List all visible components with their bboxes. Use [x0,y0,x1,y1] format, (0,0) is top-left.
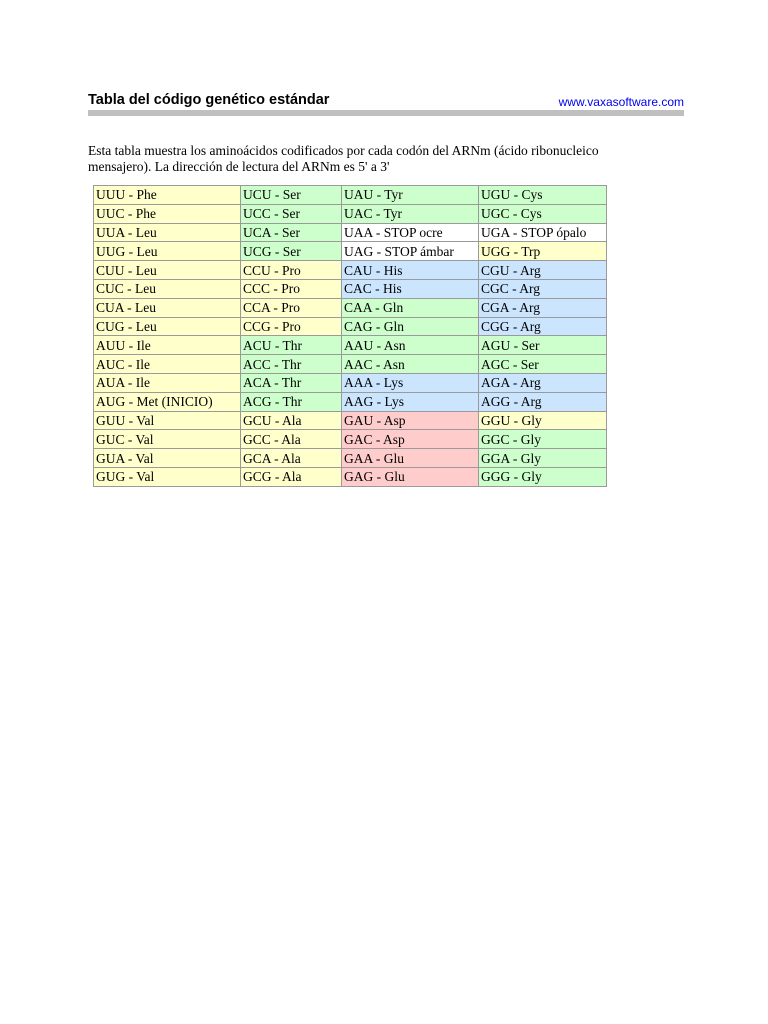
codon-cell: AUG - Met (INICIO) [94,392,241,411]
codon-cell: UAC - Tyr [342,204,479,223]
codon-cell: GAA - Glu [342,449,479,468]
codon-cell: GCC - Ala [241,430,342,449]
table-row [94,298,607,317]
codon-cell: CAA - Gln [342,298,479,317]
codon-cell: UCC - Ser [241,204,342,223]
codon-cell: CCG - Pro [241,317,342,336]
codon-cell: GCG - Ala [241,467,342,486]
codon-cell: CCA - Pro [241,298,342,317]
codon-cell: UAU - Tyr [342,186,479,205]
codon-cell: GGC - Gly [479,430,607,449]
codon-cell: CGG - Arg [479,317,607,336]
codon-cell: GGA - Gly [479,449,607,468]
page-title: Tabla del código genético estándar [88,92,330,108]
codon-cell: GCA - Ala [241,449,342,468]
codon-cell: CCC - Pro [241,279,342,298]
codon-cell: AAA - Lys [342,373,479,392]
codon-cell: UAG - STOP ámbar [342,242,479,261]
table-row [94,336,607,355]
codon-cell: GUG - Val [94,467,241,486]
document-header [88,92,684,112]
codon-cell: CUA - Leu [94,298,241,317]
codon-cell: CCU - Pro [241,261,342,280]
table-row [94,411,607,430]
codon-cell: ACA - Thr [241,373,342,392]
table-row [94,261,607,280]
codon-cell: UUU - Phe [94,186,241,205]
codon-cell: UCA - Ser [241,223,342,242]
codon-cell: UGU - Cys [479,186,607,205]
table-row [94,355,607,374]
codon-cell: UUA - Leu [94,223,241,242]
codon-cell: AGU - Ser [479,336,607,355]
codon-cell: UCG - Ser [241,242,342,261]
codon-cell: CAC - His [342,279,479,298]
codon-cell: ACU - Thr [241,336,342,355]
codon-cell: UGA - STOP ópalo [479,223,607,242]
codon-cell: GCU - Ala [241,411,342,430]
codon-cell: GUC - Val [94,430,241,449]
genetic-code-table [93,185,607,487]
table-row [94,186,607,205]
table-row [94,449,607,468]
table-row [94,373,607,392]
codon-cell: GUA - Val [94,449,241,468]
codon-cell: CUU - Leu [94,261,241,280]
codon-cell: AAU - Asn [342,336,479,355]
codon-cell: ACC - Thr [241,355,342,374]
table-row [94,317,607,336]
header-divider [88,110,684,116]
codon-cell: AAG - Lys [342,392,479,411]
codon-cell: AUC - Ile [94,355,241,374]
codon-cell: GGU - Gly [479,411,607,430]
codon-cell: CAU - His [342,261,479,280]
codon-cell: UAA - STOP ocre [342,223,479,242]
codon-cell: GAU - Asp [342,411,479,430]
codon-cell: GUU - Val [94,411,241,430]
codon-cell: CGC - Arg [479,279,607,298]
codon-cell: AAC - Asn [342,355,479,374]
codon-cell: AUU - Ile [94,336,241,355]
codon-cell: GGG - Gly [479,467,607,486]
codon-cell: CGA - Arg [479,298,607,317]
codon-cell: CUG - Leu [94,317,241,336]
codon-cell: AUA - Ile [94,373,241,392]
table-row [94,242,607,261]
codon-cell: UGC - Cys [479,204,607,223]
table-row [94,223,607,242]
table-row [94,204,607,223]
codon-cell: UUC - Phe [94,204,241,223]
table-row [94,430,607,449]
codon-cell: AGC - Ser [479,355,607,374]
table-row [94,279,607,298]
codon-cell: UUG - Leu [94,242,241,261]
codon-cell: GAC - Asp [342,430,479,449]
intro-paragraph: Esta tabla muestra los aminoácidos codificados por cada codón del ARNm (ácido ribonucleico mensajero). La dirección de lectura del ARNm es 5' a 3' [88,143,599,174]
codon-cell: AGA - Arg [479,373,607,392]
codon-cell: CGU - Arg [479,261,607,280]
codon-cell: CAG - Gln [342,317,479,336]
table-row [94,392,607,411]
codon-cell: ACG - Thr [241,392,342,411]
codon-cell: UCU - Ser [241,186,342,205]
table-row [94,467,607,486]
codon-cell: AGG - Arg [479,392,607,411]
website-link[interactable]: www.vaxasoftware.com [558,95,684,109]
codon-cell: UGG - Trp [479,242,607,261]
codon-cell: CUC - Leu [94,279,241,298]
codon-cell: GAG - Glu [342,467,479,486]
table-body [94,186,607,487]
